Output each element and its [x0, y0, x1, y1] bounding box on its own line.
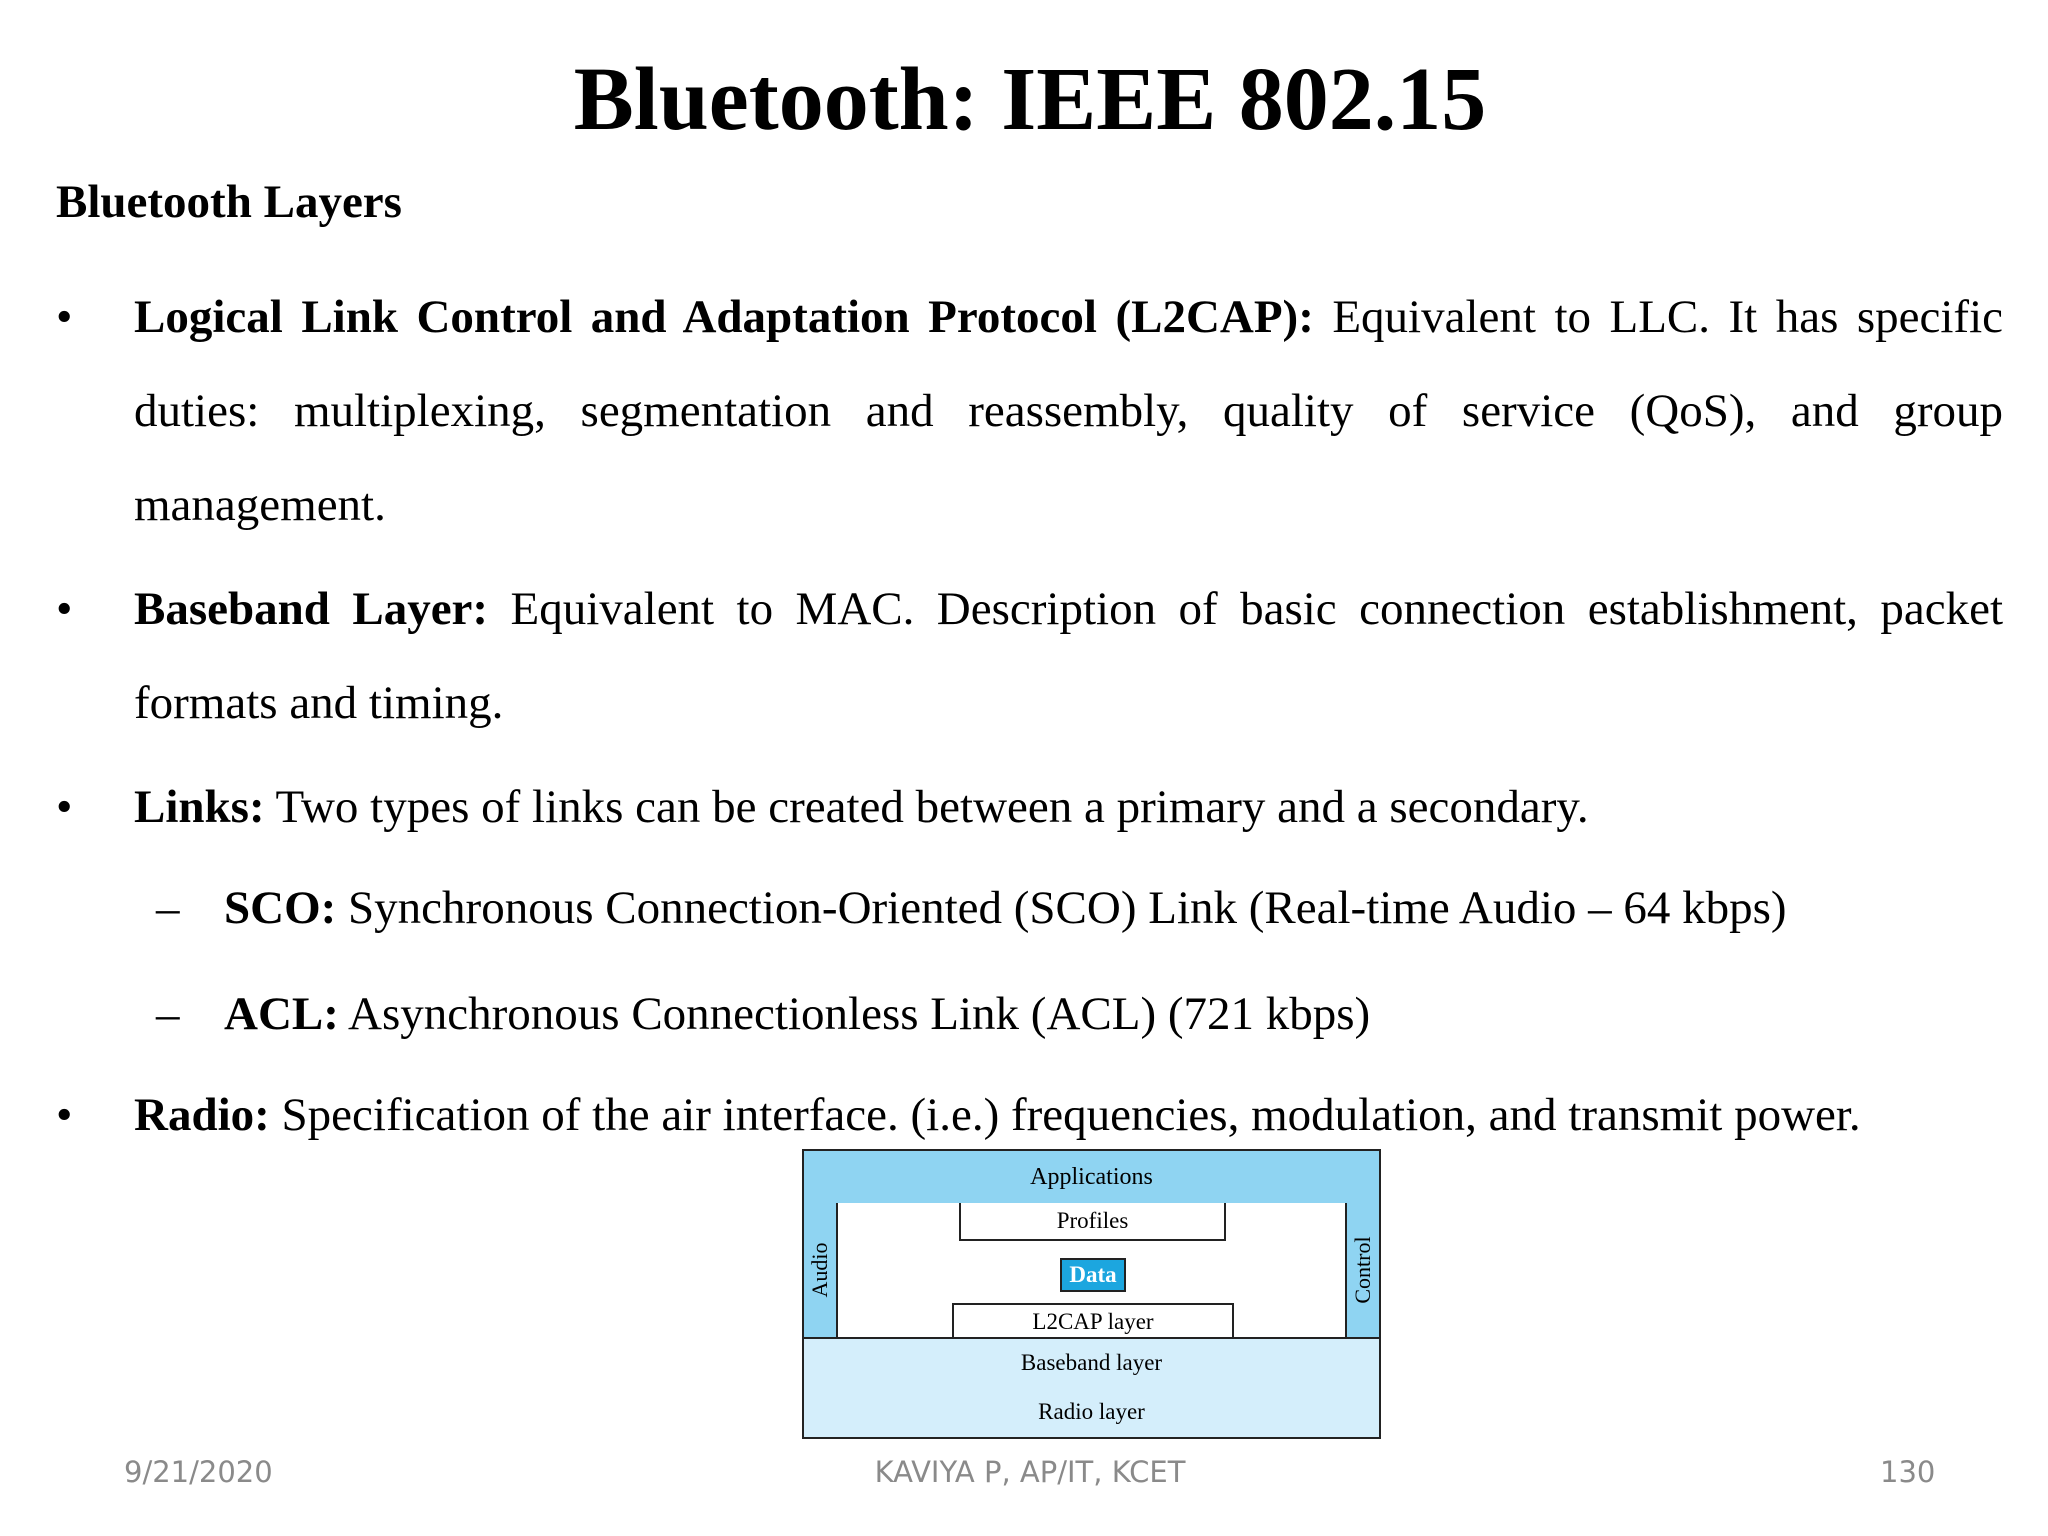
sub-bullet-term: ACL:: [224, 988, 339, 1040]
sub-bullet-text: Synchronous Connection-Oriented (SCO) Link (Real-time Audio – 64 kbps): [336, 882, 1787, 934]
sub-bullet-marker: –: [156, 988, 180, 1040]
bullet-baseband: [56, 562, 2003, 750]
slide-title: Bluetooth: IEEE 802.15: [573, 50, 1487, 149]
bullet-marker: •: [56, 291, 73, 343]
bullet-text: Two types of links can be created between a primary and a secondary.: [264, 781, 1589, 833]
bullet-links: [56, 760, 2003, 854]
bullet-term: Links:: [134, 781, 265, 833]
diagram-profiles-box: Profiles: [959, 1203, 1226, 1241]
bullet-term: Logical Link Control and Adaptation Protocol (L2CAP):: [134, 291, 1314, 343]
diagram-control-label: Control: [1350, 1236, 1375, 1304]
section-heading: Bluetooth Layers: [56, 176, 402, 228]
bullet-list: [56, 270, 2003, 1162]
sub-bullet-text: Asynchronous Connectionless Link (ACL) (721 kbps): [338, 988, 1371, 1040]
footer-page-number: 130: [1880, 1455, 1936, 1489]
diagram-audio-label: Audio: [807, 1242, 832, 1298]
diagram-audio-column: [804, 1203, 838, 1337]
bullet-term: Radio:: [134, 1089, 270, 1141]
bullet-marker: •: [56, 1089, 73, 1141]
sub-bullet-acl: [56, 962, 2003, 1066]
footer-author: KAVIYA P, AP/IT, KCET: [874, 1455, 1186, 1489]
diagram-control-column: [1345, 1203, 1379, 1337]
diagram-l2cap-box: L2CAP layer: [952, 1303, 1234, 1337]
sub-bullet-marker: –: [156, 882, 180, 934]
bullet-text: Specification of the air interface. (i.e.) frequencies, modulation, and transmit power.: [269, 1089, 1861, 1141]
diagram-data-box: Data: [1060, 1258, 1126, 1292]
bluetooth-layer-diagram: [802, 1149, 1381, 1441]
bullet-marker: •: [56, 781, 73, 833]
sub-bullet-term: SCO:: [224, 882, 337, 934]
bullet-marker: •: [56, 583, 73, 635]
bullet-l2cap: [56, 270, 2003, 552]
diagram-applications-layer: Applications: [802, 1149, 1381, 1205]
sub-bullet-sco: [56, 856, 2003, 960]
diagram-baseband-layer: Baseband layer: [802, 1337, 1381, 1389]
bullet-text: Equivalent to LLC. It has specific duties: multiplexing, segmentation and reassembly, quality of service (QoS), and group management.: [134, 291, 2003, 531]
diagram-middle-section: [802, 1203, 1381, 1337]
diagram-radio-layer: Radio layer: [802, 1387, 1381, 1439]
bullet-radio: [56, 1068, 2003, 1162]
footer-date: 9/21/2020: [124, 1455, 273, 1489]
bullet-term: Baseband Layer:: [134, 583, 489, 635]
bullet-text: Equivalent to MAC. Description of basic connection establishment, packet formats and timing.: [134, 583, 2003, 729]
